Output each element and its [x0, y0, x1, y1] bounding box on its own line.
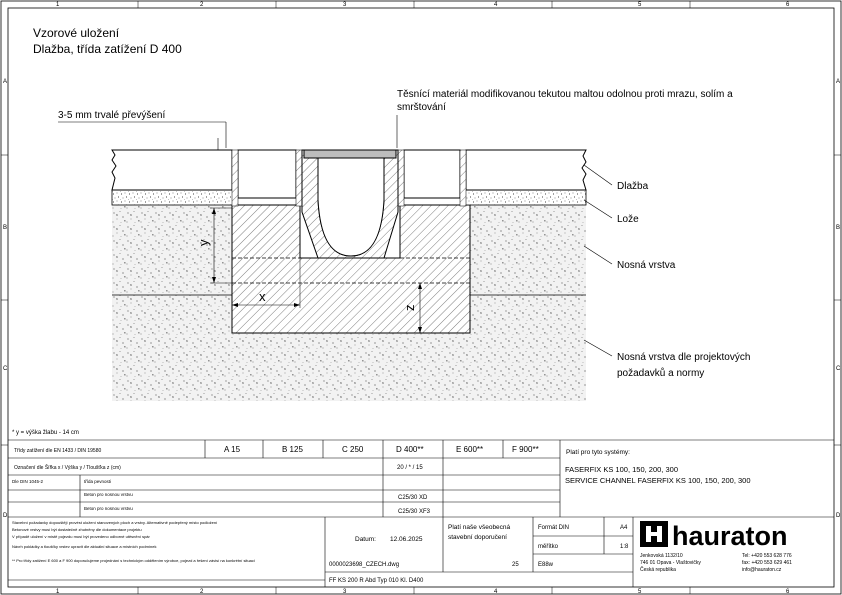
drawing-title: Vzorové uložení [33, 26, 120, 40]
paving-stone-right-inner [404, 150, 460, 198]
column-marker: 6 [786, 2, 790, 8]
company-address-3: Česká republika [640, 567, 676, 573]
paving-stone-left-inner [238, 150, 296, 198]
column-marker: 2 [200, 2, 204, 8]
layer-label-subbase-line2: požadavků a normy [617, 368, 705, 379]
column-marker: 3 [343, 2, 347, 8]
drawing-subtitle: Dlažba, třída zatížení D 400 [33, 42, 182, 56]
note-line: Návrh pokládky a tloušťky vrstev upravit dle aktuální situace a místních podmínek [12, 544, 157, 549]
column-marker: 2 [200, 589, 204, 595]
row-marker: D [836, 513, 841, 519]
row-marker: B [3, 225, 8, 231]
scale-label: měřítko [538, 544, 559, 550]
note-line: ** Pro třídy zatížení E 600 a F 900 doporučujeme projednání s technickým oddělením výrobce, pojezd a řešení závisí na konkrétní situaci [12, 558, 255, 563]
channel-grating [304, 150, 396, 158]
dimension-y-label: y [196, 239, 211, 246]
load-class-a15: A 15 [224, 445, 241, 454]
footnote: * y = výška žlabu - 14 cm [12, 430, 79, 436]
recommendation-line-1: Platí naše všeobecná [448, 524, 511, 531]
logo-wordmark: hauraton [672, 521, 788, 551]
dimension-z-label: z [402, 304, 417, 311]
drawing-code: FF KS 200 R Abd Typ 010 Kl. D400 [329, 578, 424, 584]
layer-label-bed: Lože [617, 214, 639, 225]
sealing-joint [232, 150, 238, 206]
row-base-concrete-value-2: C25/30 XF3 [398, 509, 431, 515]
recommendation-line-2: stavební doporučení [448, 534, 507, 541]
column-marker: 6 [786, 589, 790, 595]
format-value: A4 [620, 525, 628, 531]
paving-stone-left-outer [112, 150, 232, 190]
company-address-1: Jenkovská 1132/10 [640, 553, 683, 559]
sealing-note-line2: smrštování [397, 102, 446, 113]
load-class-e600: E 600** [456, 445, 484, 454]
company-fax: fax: +420 553 629 461 [742, 560, 792, 566]
systems-title: Platí pro tyto systémy: [566, 449, 630, 456]
row-marker: C [836, 366, 841, 372]
column-marker: 1 [56, 2, 60, 8]
channel-flow-profile [318, 158, 384, 256]
note-line: Betonové vrstvy musí být dostatečně zhutněny dle dokumentace projektu [12, 527, 142, 532]
systems-line-1: FASERFIX KS 100, 150, 200, 300 [565, 465, 678, 474]
table-header-label: Třídy zatížení dle EN 1433 / DIN 19580 [14, 448, 102, 454]
load-class-f900: F 900** [512, 445, 539, 454]
file-number: 25 [512, 562, 519, 568]
dimension-x-label: x [259, 289, 266, 304]
overheight-note: 3-5 mm trvalé převýšení [58, 110, 166, 121]
column-marker: 4 [494, 2, 498, 8]
column-marker: 1 [56, 589, 60, 595]
company-phone: Tel: +420 553 628 776 [742, 553, 792, 559]
layer-label-base: Nosná vrstva [617, 260, 676, 271]
note-line: Stavební požadavky dopouštějí provést uložení stanovených ploch a vrstvy. Alternativně podepřený místo podložení [12, 520, 218, 525]
row-marker: A [3, 79, 8, 85]
load-class-c250: C 250 [342, 445, 364, 454]
row-dimensions-label: Označení dle Šířka x / Výška y / Tloušťka z (cm) [14, 465, 121, 471]
sealing-joint [296, 150, 302, 206]
row-base-concrete-value: C25/30 XD [398, 495, 428, 501]
company-email: info@hauraton.cz [742, 567, 782, 573]
cross-section-drawing [112, 138, 586, 401]
paving-stone-right-outer [466, 150, 586, 190]
layer-label-subbase-line1: Nosná vrstva dle projektových [617, 352, 751, 363]
sheet-code: E88w [538, 562, 554, 568]
column-marker: 5 [638, 589, 642, 595]
column-marker: 4 [494, 589, 498, 595]
company-address-2: 746 01 Opava - Vlaštovičky [640, 560, 701, 566]
row-concrete-standard: Dle DIN 1045-2 [12, 479, 44, 484]
layer-label-paving: Dlažba [617, 181, 649, 192]
row-marker: D [3, 513, 8, 519]
load-class-d400: D 400** [396, 445, 424, 454]
row-concrete-strength: třída pevnosti [84, 479, 112, 484]
base-layer-right [470, 205, 586, 295]
column-marker: 3 [343, 589, 347, 595]
load-class-b125: B 125 [282, 445, 303, 454]
row-base-concrete-label: Beton pro nosnou vrstvu [84, 492, 133, 497]
bed-layer-left [112, 190, 234, 205]
bed-layer-right [462, 190, 586, 205]
row-marker: B [836, 225, 841, 231]
note-line: V případě uložení v místě pojezdu musí být provedeno odborné utěsnění spár [12, 534, 150, 539]
systems-line-2: SERVICE CHANNEL FASERFIX KS 100, 150, 200, 300 [565, 476, 751, 485]
row-marker: C [3, 366, 8, 372]
file-name: 0000023698_CZECH.dwg [329, 562, 400, 568]
date-value: 12.06.2025 [390, 536, 423, 543]
column-marker: 5 [638, 2, 642, 8]
scale-value: 1:8 [620, 544, 629, 550]
sealing-note-line1: Těsnící materiál modifikovanou tekutou maltou odolnou proti mrazu, solím a [397, 89, 733, 100]
format-label: Formát DIN [538, 525, 570, 531]
company-logo [640, 521, 788, 551]
date-label: Datum: [355, 536, 376, 543]
row-marker: A [836, 79, 841, 85]
row-dimensions-value: 20 / * / 15 [397, 465, 423, 471]
row-base-concrete-label-2: Beton pro nosnou vrstvu [84, 506, 133, 511]
sealing-joint [398, 150, 404, 206]
sealing-joint [460, 150, 466, 206]
